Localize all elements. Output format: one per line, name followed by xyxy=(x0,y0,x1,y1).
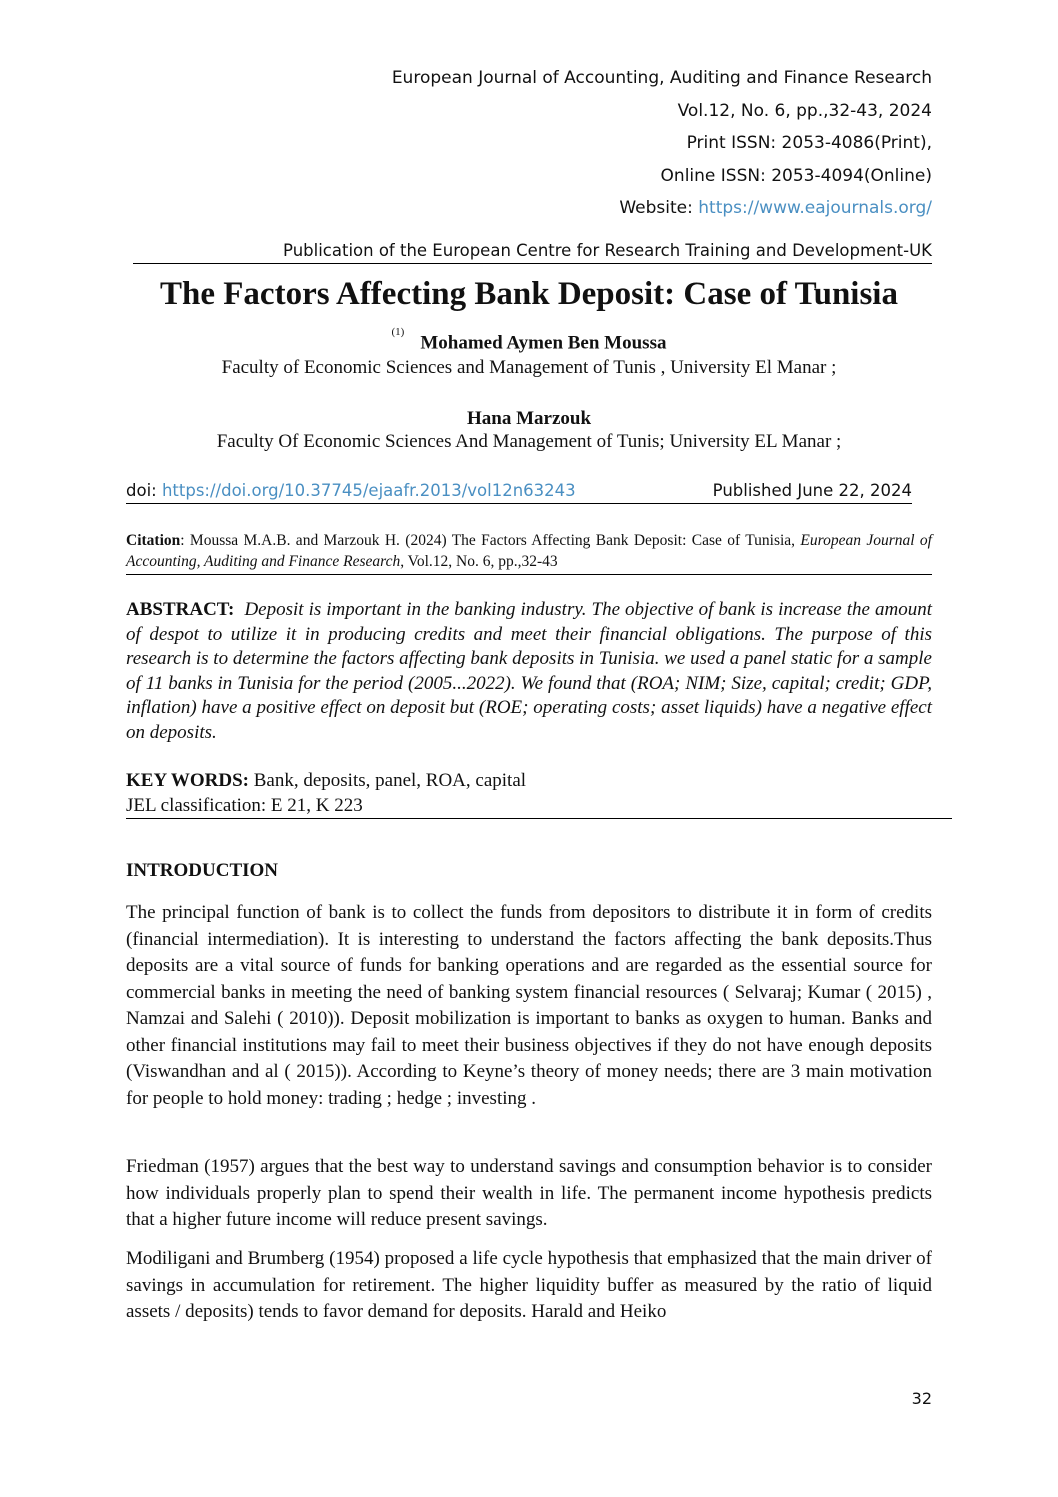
citation-volume: , Vol.12, No. 6, pp.,32-43 xyxy=(400,553,558,570)
paragraph: Modiligani and Brumberg (1954) proposed a life cycle hypothesis that emphasized that the main driver of savings in accumulation for retirement. The higher liquidity buffer as measured by the ratio of liquid assets / deposits) tends to favor demand for deposits. Harald and Heiko xyxy=(126,1248,932,1322)
keywords-line xyxy=(126,768,952,793)
website-row xyxy=(392,192,932,225)
paper-title: The Factors Affecting Bank Deposit: Case of Tunisia xyxy=(160,276,898,312)
keywords-label: KEY WORDS: xyxy=(126,770,249,791)
online-issn: Online ISSN: 2053-4094(Online) xyxy=(660,165,932,186)
citation-label: Citation xyxy=(126,532,181,549)
author-1 xyxy=(0,326,1058,354)
author-2-name: Hana Marzouk xyxy=(466,408,592,429)
abstract-label: ABSTRACT: xyxy=(126,599,235,620)
jel-classification: JEL classification: E 21, K 223 xyxy=(126,795,363,816)
author-1-affiliation: Faculty of Economic Sciences and Management of Tunis , University El Manar ; xyxy=(221,357,837,378)
doi xyxy=(126,481,576,500)
doi-link[interactable]: https://doi.org/10.37745/ejaafr.2013/vol12n63243 xyxy=(161,481,576,500)
page-number: 32 xyxy=(911,1389,932,1408)
paragraph: The principal function of bank is to collect the funds from depositors to distribute it in form of credits (financial intermediation). It is interesting to understand the factors affecting the bank deposits.Thus deposits are a vital source of funds for banking operations and are regarded as the essential source for commercial banks in meeting the need of banking system financial resources ( Selvaraj; Kumar ( 2015) , Namzai and Salehi ( 2010)). Deposit mobilization is important to banks as oxygen to human. Banks and other financial institutions may fail to meet their business objectives if they do not have enough deposits (Viswandhan and al ( 2015)). According to Keyne’s theory of money needs; there are 3 main motivation for people to hold money: trading ; hedge ; investing . xyxy=(126,902,932,1109)
abstract xyxy=(126,598,932,745)
abstract-text: Deposit is important in the banking industry. The objective of bank is increase the amount of despot to utilize it in producing credits and meet their financial obligations. The purpose of this research is to determine the factors affecting bank deposits in Tunisia. we used a panel static for a sample of 11 banks in Tunisia for the period (2005...2022). We found that (ROA; NIM; Size, capital; credit; GDP, inflation) have a positive effect on deposit but (ROE; operating costs; asset liquids) have a negative effect on deposits. xyxy=(126,599,932,743)
citation-text: : Moussa M.A.B. and Marzouk H. (2024) The Factors Affecting Bank Deposit: Case of Tunisia, xyxy=(180,532,801,549)
author-1-name: Mohamed Aymen Ben Moussa xyxy=(420,332,667,354)
doi-row xyxy=(126,481,912,504)
keywords-text: Bank, deposits, panel, ROA, capital xyxy=(249,770,527,791)
author-2-affiliation: Faculty Of Economic Sciences And Management of Tunis; University EL Manar ; xyxy=(216,431,842,452)
website-link[interactable]: https://www.eajournals.org/ xyxy=(698,198,932,218)
publisher-line: Publication of the European Centre for Research Training and Development-UK xyxy=(133,240,932,264)
journal-name: European Journal of Accounting, Auditing and Finance Research xyxy=(391,68,932,88)
author-1-marker: (1) xyxy=(391,326,405,338)
citation-journal: European Journal of Accounting, Auditing and Finance Research xyxy=(126,532,932,570)
volume-info: Vol.12, No. 6, pp.,32-43, 2024 xyxy=(677,100,932,121)
author-2 xyxy=(0,408,1058,430)
website-label: Website: xyxy=(619,198,699,218)
published-date: Published June 22, 2024 xyxy=(712,481,912,500)
journal-header xyxy=(392,62,932,225)
section-heading-introduction: INTRODUCTION xyxy=(126,860,279,881)
citation xyxy=(126,530,932,575)
print-issn: Print ISSN: 2053-4086(Print), xyxy=(686,133,932,153)
keywords-block xyxy=(126,768,952,819)
doi-label: doi: xyxy=(126,481,162,500)
paragraph: Friedman (1957) argues that the best way to understand savings and consumption behavior is to consider how individuals properly plan to spend their wealth in life. The permanent income hypothesis predicts that a higher future income will reduce present savings. xyxy=(126,1156,932,1230)
